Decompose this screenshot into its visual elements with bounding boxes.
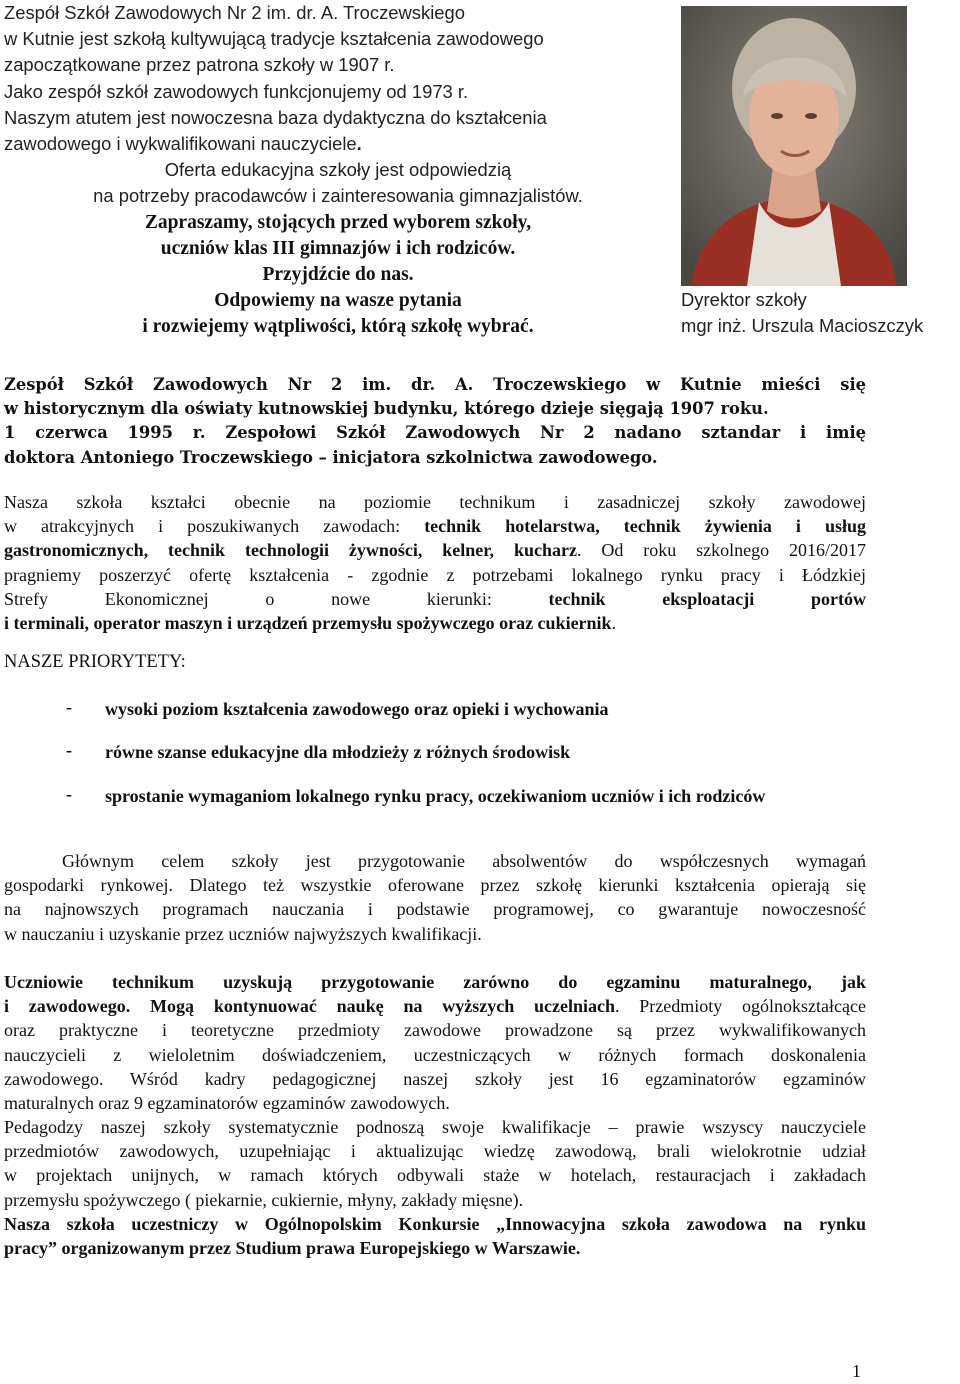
offer-paragraph: [4, 490, 866, 635]
contest-line: pracy” organizowanym przez Studium prawa Europejskiego w Warszawie.: [4, 1238, 581, 1259]
portrait-photo-icon: [681, 6, 907, 286]
history-line: w historycznym dla oświaty kutnowskiej budynku, którego dzieje sięgają 1907 roku.: [4, 399, 769, 419]
intro-line: Zespół Szkół Zawodowych Nr 2 im. dr. A. Troczewskiego: [4, 2, 465, 23]
offer-line: Nasza szkoła kształci obecnie na poziomie technikum i zasadniczej szkoły zawodowej: [4, 492, 866, 512]
offer-line: gastronomicznych, technik technologii żywności, kelner, kucharz. Od roku szkolnego 2016/2017: [4, 540, 866, 561]
offer-line: i terminali, operator maszyn i urządzeń przemysłu spożywczego oraz cukiernik.: [4, 613, 617, 634]
staff-line: Pedagodzy naszej szkoły systematycznie podnoszą swoje kwalifikacje – prawie wszyscy nauczyciele: [4, 1117, 866, 1137]
page-number: 1: [852, 1361, 861, 1381]
students-line: Uczniowie technikum uzyskują przygotowanie zarówno do egzaminu maturalnego, jak: [4, 972, 866, 992]
invite-line: uczniów klas III gimnazjów i ich rodziców.: [160, 237, 516, 259]
history-line: Zespół Szkół Zawodowych Nr 2 im. dr. A. Troczewskiego w Kutnie mieści się: [4, 375, 866, 394]
intro-line: zawodowego i wykwalifikowani nauczyciele.: [4, 133, 362, 155]
intro-line: zapoczątkowane przez patrona szkoły w 1907 r.: [4, 54, 395, 76]
offer-line: Strefy Ekonomicznej o nowe kierunki: technik eksploatacji portów: [4, 588, 866, 609]
photo-caption: [681, 287, 923, 339]
intro-line: Naszym atutem jest nowoczesna baza dydaktyczna do kształcenia: [4, 106, 547, 128]
students-line: oraz praktyczne i teoretyczne przedmioty zawodowe prowadzone są przez wykwalifikowanych: [4, 1020, 866, 1041]
goal-line: w nauczaniu i uzyskanie przez uczniów najwyższych kwalifikacji.: [4, 923, 482, 944]
invite-line: i rozwiejemy wątpliwości, którą szkołę wybrać.: [142, 316, 534, 338]
goal-line: Głównym celem szkoły jest przygotowanie absolwentów do współczesnych wymagań: [62, 851, 866, 871]
staff-paragraph: [4, 1115, 866, 1212]
offer-line: Oferta edukacyjna szkoły jest odpowiedzią: [164, 159, 512, 181]
intro-line: w Kutnie jest szkołą kultywującą tradycje kształcenia zawodowego: [4, 28, 544, 50]
offer-line: w atrakcyjnych i poszukiwanych zawodach: technik hotelarstwa, technik żywienia i usług: [4, 516, 866, 537]
goal-line: na najnowszych programach nauczania i podstawie programowej, co gwarantuje nowoczesność: [4, 899, 866, 920]
invite-line: Odpowiemy na wasze pytania: [214, 290, 462, 312]
staff-line: przedmiotów zawodowych, uzupełniając i aktualizując wiedzę zawodową, brali wielokrotnie udział: [4, 1141, 866, 1162]
staff-line: przemysłu spożywczego ( piekarnie, cukiernie, młyny, zakłady mięsne).: [4, 1189, 524, 1210]
dash-bullet: -: [66, 697, 72, 717]
history-paragraph: [4, 373, 866, 470]
goal-paragraph: [4, 849, 866, 946]
intro-line: Jako zespół szkół zawodowych funkcjonujemy od 1973 r.: [4, 80, 469, 102]
contest-paragraph: [4, 1212, 866, 1260]
dash-bullet: -: [66, 784, 72, 804]
history-line: 1 czerwca 1995 r. Zespołowi Szkół Zawodowych Nr 2 nadano sztandar i imię: [4, 423, 866, 443]
offer-line: pragniemy poszerzyć ofertę kształcenia - zgodnie z potrzebami lokalnego rynku pracy i Łódzkiej: [4, 564, 866, 585]
priority-text: równe szanse edukacyjne dla młodzieży z różnych środowisk: [105, 742, 571, 762]
students-line: i zawodowego. Mogą kontynuować naukę na wyższych uczelniach. Przedmioty ogólnokształcące: [4, 996, 866, 1017]
priority-text: sprostanie wymaganiom lokalnego rynku pracy, oczekiwaniom uczniów i ich rodziców: [105, 786, 766, 806]
contest-line: Nasza szkoła uczestniczy w Ogólnopolskim Konkursie „Innowacyjna szkoła zawodowa na rynku: [4, 1214, 866, 1234]
history-line: doktora Antoniego Troczewskiego – inicjatora szkolnictwa zawodowego.: [4, 447, 658, 467]
invite-line: Zapraszamy, stojących przed wyborem szkoły,: [144, 211, 532, 233]
students-line: maturalnych oraz 9 egzaminatorów egzaminów zawodowych.: [4, 1093, 450, 1114]
dash-bullet: -: [66, 740, 72, 760]
students-line: zawodowego. Wśród kadry pedagogicznej naszej szkoły jest 16 egzaminatorów egzaminów: [4, 1068, 866, 1089]
priority-text: wysoki poziom kształcenia zawodowego oraz opieki i wychowania: [105, 699, 609, 719]
goal-line: gospodarki rynkowej. Dlatego też wszystkie oferowane przez szkołę kierunki kształcenia opierają się: [4, 875, 866, 896]
staff-line: w projektach unijnych, w ramach których odbywali staże w hotelach, restauracjach i zakładach: [4, 1165, 866, 1186]
caption-name: mgr inż. Urszula Macioszczyk: [681, 315, 924, 336]
intro-block: [4, 0, 672, 341]
priorities-heading: NASZE PRIORYTETY:: [4, 652, 186, 672]
offer-line: na potrzeby pracodawców i zainteresowania gimnazjalistów.: [93, 185, 583, 207]
students-line: nauczycieli z wieloletnim doświadczeniem, uczestniczących w różnych formach doskonalenia: [4, 1044, 866, 1065]
students-paragraph: [4, 970, 866, 1115]
invite-line: Przyjdźcie do nas.: [262, 264, 414, 286]
caption-role: Dyrektor szkoły: [681, 289, 807, 310]
